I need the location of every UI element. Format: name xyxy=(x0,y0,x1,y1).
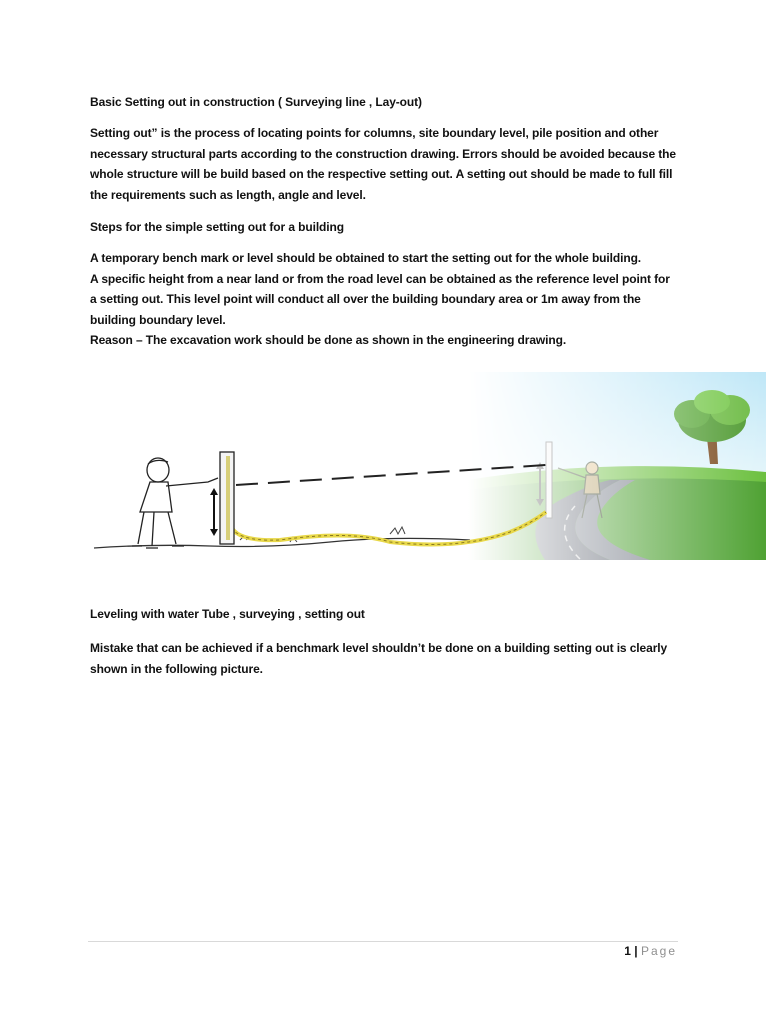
intro-line: necessary structural parts according to the construction drawing. Errors should be avoided because the xyxy=(90,146,676,161)
steps-line: A specific height from a near land or from the road level can be obtained as the reference level point for xyxy=(90,271,670,286)
intro-line: whole structure will be build based on the respective setting out. A setting out should be made to full fill xyxy=(90,167,673,181)
steps-heading: Steps for the simple setting out for a building xyxy=(90,220,344,234)
near-surveyor xyxy=(132,458,218,548)
water-tube-leveling-illustration xyxy=(90,372,766,560)
mistake-line: shown in the following picture. xyxy=(90,661,263,676)
mistake-paragraph xyxy=(90,638,680,679)
document-title: Basic Setting out in construction ( Surveying line , Lay-out) xyxy=(90,95,422,109)
far-level-post xyxy=(546,442,552,518)
figure-caption: Leveling with water Tube , surveying , setting out xyxy=(90,607,365,621)
steps-paragraph xyxy=(90,248,680,351)
steps-line: Reason – The excavation work should be done as shown in the engineering drawing. xyxy=(90,333,567,347)
page-footer xyxy=(624,942,677,960)
steps-line: building boundary level. xyxy=(90,312,226,327)
intro-paragraph xyxy=(90,123,680,205)
steps-line: A temporary bench mark or level should be obtained to start the setting out for the whole building. xyxy=(90,251,642,265)
footer-separator: | xyxy=(634,944,638,958)
steps-line: a setting out. This level point will conduct all over the building boundary area or 1m away from the xyxy=(90,292,641,306)
page-word: Page xyxy=(640,944,677,958)
footer-divider xyxy=(88,941,678,942)
mistake-line: Mistake that can be achieved if a benchmark level shouldn’t be done on a building setting out is clearly xyxy=(90,641,668,655)
intro-line: the requirements such as length, angle and level. xyxy=(90,187,366,202)
page-number: 1 xyxy=(624,944,631,958)
intro-line: Setting out” is the process of locating points for columns, site boundary level, pile position and other xyxy=(90,126,659,140)
